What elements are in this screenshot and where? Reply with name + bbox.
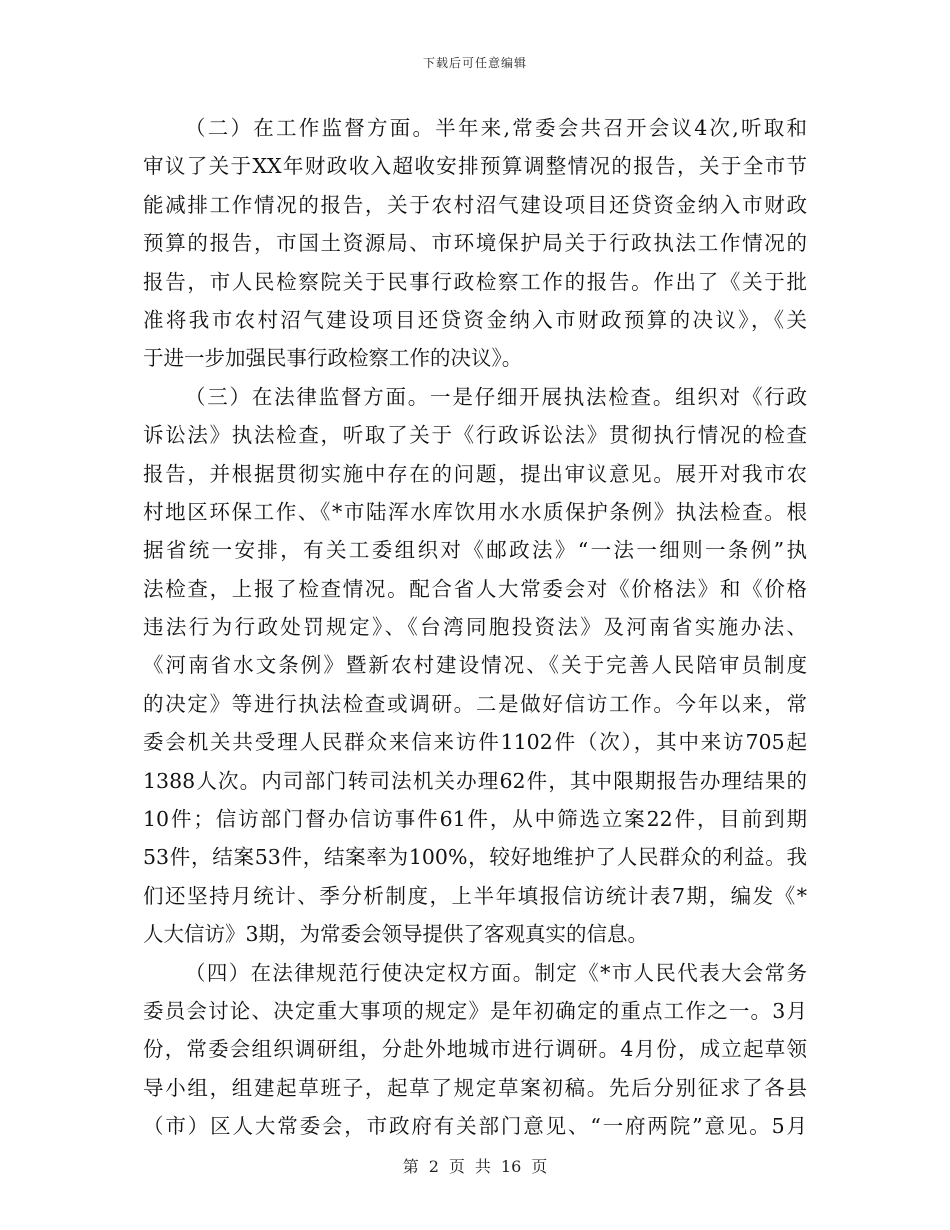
paragraph-line: 据省统一安排，有关工委组织对《邮政法》“一法一细则一条例”执: [143, 538, 807, 563]
footer-page-number: 2: [428, 1157, 439, 1176]
paragraph-line: 预算的报告，市国土资源局、市环境保护局关于行政执法工作情况的: [143, 231, 807, 256]
paragraph-line: 导小组，组建起草班子，起草了规定草案初稿。先后分别征求了各县: [143, 1075, 807, 1100]
paragraph-line: 委员会讨论、决定重大事项的规定》是年初确定的重点工作之一。3月: [143, 998, 807, 1023]
footer-prefix: 第: [402, 1157, 419, 1176]
paragraph-line: 10件；信访部门督办信访事件61件，从中筛选立案22件，目前到期: [143, 807, 807, 832]
paragraph-line: 1388人次。内司部门转司法机关办理62件，其中限期报告办理结果的: [143, 768, 807, 793]
paragraph-line: 能减排工作情况的报告，关于农村沼气建设项目还贷资金纳入市财政: [143, 192, 807, 217]
paragraph-line: 法检查，上报了检查情况。配合省人大常委会对《价格法》和《价格: [143, 576, 807, 601]
paragraph-line: 《河南省水文条例》暨新农村建设情况、《关于完善人民陪审员制度: [143, 653, 807, 678]
footer-middle: 页: [448, 1157, 465, 1176]
paragraph-line: 委会机关共受理人民群众来信来访件1102件（次），其中来访705起: [143, 730, 807, 755]
paragraph-line: 审议了关于XX年财政收入超收安排预算调整情况的报告，关于全市节: [143, 154, 807, 179]
page-footer: [0, 1154, 950, 1177]
paragraph-line: 违法行为行政处罚规定》、《台湾同胞投资法》及河南省实施办法、: [143, 615, 807, 640]
paragraph-line: 诉讼法》执法检查，听取了关于《行政诉讼法》贯彻执行情况的检查: [143, 423, 807, 448]
paragraph-line: 的决定》等进行执法检查或调研。二是做好信访工作。今年以来，常: [143, 691, 807, 716]
paragraph-line: （市）区人大常委会，市政府有关部门意见、“一府两院”意见。5月: [143, 1114, 807, 1139]
footer-suffix: 页: [531, 1157, 548, 1176]
document-body: [143, 109, 807, 1146]
paragraph-line: 报告，市人民检察院关于民事行政检察工作的报告。作出了《关于批: [143, 269, 807, 294]
paragraph-line: 报告，并根据贯彻实施中存在的问题，提出审议意见。展开对我市农: [143, 461, 807, 486]
footer-total-pages: 16: [500, 1157, 522, 1176]
page-header-note: 下载后可任意编辑: [422, 56, 527, 70]
paragraph-line: 于进一步加强民事行政检察工作的决议》。: [143, 346, 523, 371]
paragraph-line: （四）在法律规范行使决定权方面。制定《*市人民代表大会常务: [185, 960, 807, 985]
paragraph-line: （二）在工作监督方面。半年来,常委会共召开会议4次,听取和: [185, 116, 807, 140]
paragraph-line: 村地区环保工作、《*市陆浑水库饮用水水质保护条例》执法检查。根: [143, 499, 807, 524]
paragraph-line: 准将我市农村沼气建设项目还贷资金纳入市财政预算的决议》，《关: [143, 307, 807, 332]
paragraph-line: 人大信访》3期，为常委会领导提供了客观真实的信息。: [143, 922, 649, 947]
paragraph-line: （三）在法律监督方面。一是仔细开展执法检查。组织对《行政: [185, 384, 807, 409]
paragraph-line: 们还坚持月统计、季分析制度，上半年填报信访统计表7期，编发《*: [143, 883, 807, 908]
paragraph-line: 份，常委会组织调研组，分赴外地城市进行调研。4月份，成立起草领: [143, 1037, 807, 1062]
paragraph-line: 53件，结案53件，结案率为100%，较好地维护了人民群众的利益。我: [143, 845, 807, 870]
footer-total-prefix: 共: [474, 1157, 491, 1176]
